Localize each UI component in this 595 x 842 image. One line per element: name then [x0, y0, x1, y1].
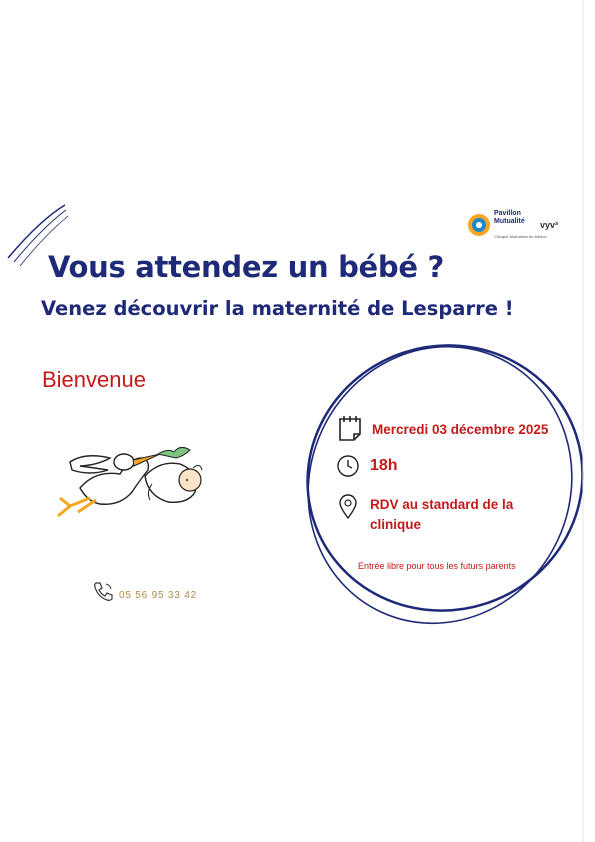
entry-note: Entrée libre pour tous les futurs parents	[358, 561, 516, 571]
stork-illustration	[50, 440, 220, 525]
clinic-logo	[466, 210, 578, 242]
logo-emblem-icon	[466, 212, 492, 238]
event-place: RDV au standard de la clinique	[370, 497, 514, 532]
calendar-icon	[338, 414, 364, 442]
phone-icon	[92, 580, 114, 602]
page-subtitle: Venez découvrir la maternité de Lesparre !	[41, 297, 514, 320]
welcome-text: Bienvenue	[42, 367, 146, 392]
page-title: Vous attendez un bébé ?	[48, 250, 445, 284]
location-pin-icon	[338, 494, 358, 520]
event-time: 18h	[370, 457, 398, 474]
event-date: Mercredi 03 décembre 2025	[372, 422, 549, 437]
logo-tagline: Clinique Mutualiste du Médoc	[494, 234, 547, 239]
logo-text: Pavillon Mutualité	[494, 210, 525, 225]
contact-phone[interactable]: 05 56 95 33 42	[119, 590, 197, 601]
logo-brand: vyv³	[540, 220, 559, 230]
clock-icon	[336, 454, 360, 478]
